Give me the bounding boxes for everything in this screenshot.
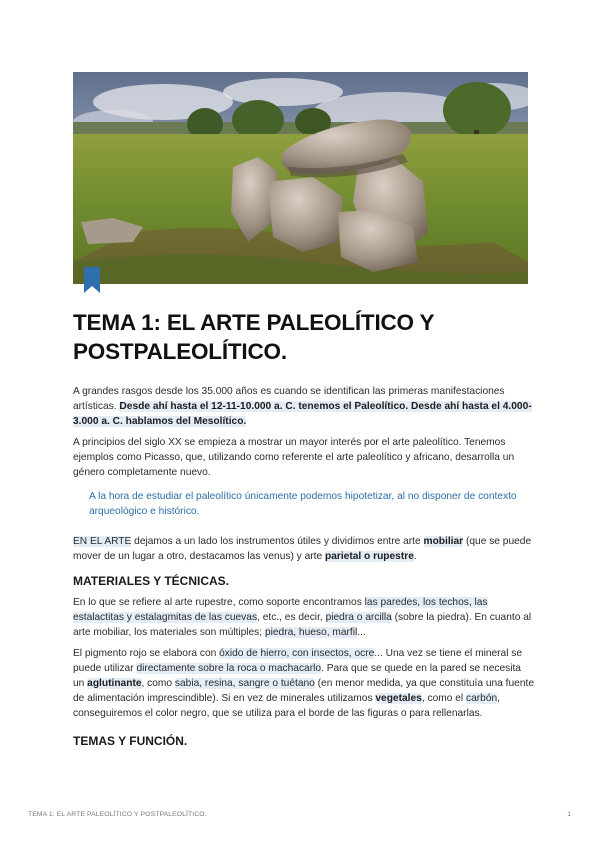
paragraph-pigmento xyxy=(73,646,535,722)
section-heading-themes: TEMAS Y FUNCIÓN. xyxy=(73,733,188,748)
page-title: TEMA 1: EL ARTE PALEOLÍTICO Y POSTPALEOLÍTICO. xyxy=(73,310,434,364)
paragraph-arte xyxy=(73,534,535,564)
footer-title: TEMA 1: EL ARTE PALEOLÍTICO Y POSTPALEOLÍTICO. xyxy=(28,811,207,818)
document-body xyxy=(73,384,535,755)
highlighted-text: piedra o arcilla xyxy=(325,612,392,624)
section-heading-materials: MATERIALES Y TÉCNICAS. xyxy=(73,574,230,589)
paragraph-soporte xyxy=(73,595,535,641)
text-span: ... xyxy=(357,627,366,639)
paragraph-intro xyxy=(73,384,535,430)
text-span: . Para que se quede en la pared se necesita un xyxy=(73,662,521,690)
text-span: (sobre la piedra). En cuanto al arte mobiliar, los materiales son múltiples; xyxy=(73,612,532,639)
text-span: , conseguiremos el color negro, que se utiliza para el borde de las figuras o para rellenarlas. xyxy=(73,693,500,720)
bookmark-icon[interactable] xyxy=(84,267,100,293)
highlighted-text: directamente sobre la roca o machacarlo xyxy=(136,662,322,674)
page-number: 1 xyxy=(567,811,571,818)
text-span: dejamos a un lado los instrumentos útiles y dividimos entre arte xyxy=(131,535,424,547)
text-span: (que se puede mover de un lugar a otro, destacamos las venus) y arte xyxy=(73,535,532,562)
text-span: ... Una vez se tiene el mineral se puede utilizar xyxy=(73,647,523,674)
text-span: , como el xyxy=(421,693,466,705)
paragraph-picasso: A principios del siglo XX se empieza a mostrar un mayor interés por el arte paleolítico. Tenemos ejemplos como Picasso, que, utilizando como referente el arte paleolítico y africano, desarrolla un género completamente nuevo. xyxy=(73,436,515,479)
highlighted-text: sabia, resina, sangre o tuétano xyxy=(174,678,315,690)
highlighted-text: las paredes, los techos, las estalactitas y estalagmitas de las cuevas xyxy=(73,597,488,624)
highlighted-text: carbón xyxy=(466,693,498,705)
highlighted-text: mobiliar xyxy=(423,535,464,547)
highlighted-text: piedra, hueso, marfil xyxy=(264,627,358,639)
text-span: , etc., es decir, xyxy=(257,612,326,624)
blockquote: A la hora de estudiar el paleolítico únicamente podemos hipotetizar, al no disponer de contexto arqueológico e histórico. xyxy=(89,491,517,518)
text-span: , como xyxy=(141,678,175,690)
text-span: A grandes rasgos desde los 35.000 años es cuando se identifican las primeras manifestaciones artísticas. xyxy=(73,386,505,413)
highlighted-text: EN EL ARTE xyxy=(73,535,132,547)
text-span: . xyxy=(413,550,417,562)
highlighted-text: aglutinante xyxy=(87,678,142,690)
dolmen-photo xyxy=(73,72,528,284)
highlighted-text: Desde ahí hasta el 12-11-10.000 a. C. tenemos el Paleolítico. Desde ahí hasta el 4.000-3.000 a. C. hablamos del Mesolítico. xyxy=(73,401,532,428)
text-span: En lo que se refiere al arte rupestre, como soporte encontramos xyxy=(73,597,365,609)
text-span: (en menor medida, ya que constituía una fuente de alimentación imprescindible). Si en vez de minerales utilizamos xyxy=(73,678,534,705)
highlighted-text: óxido de hierro, con insectos, ocre xyxy=(219,647,375,659)
highlighted-text: parietal o rupestre xyxy=(324,550,414,562)
text-span: El pigmento rojo se elabora con xyxy=(73,647,220,659)
highlighted-text: vegetales xyxy=(375,693,422,705)
